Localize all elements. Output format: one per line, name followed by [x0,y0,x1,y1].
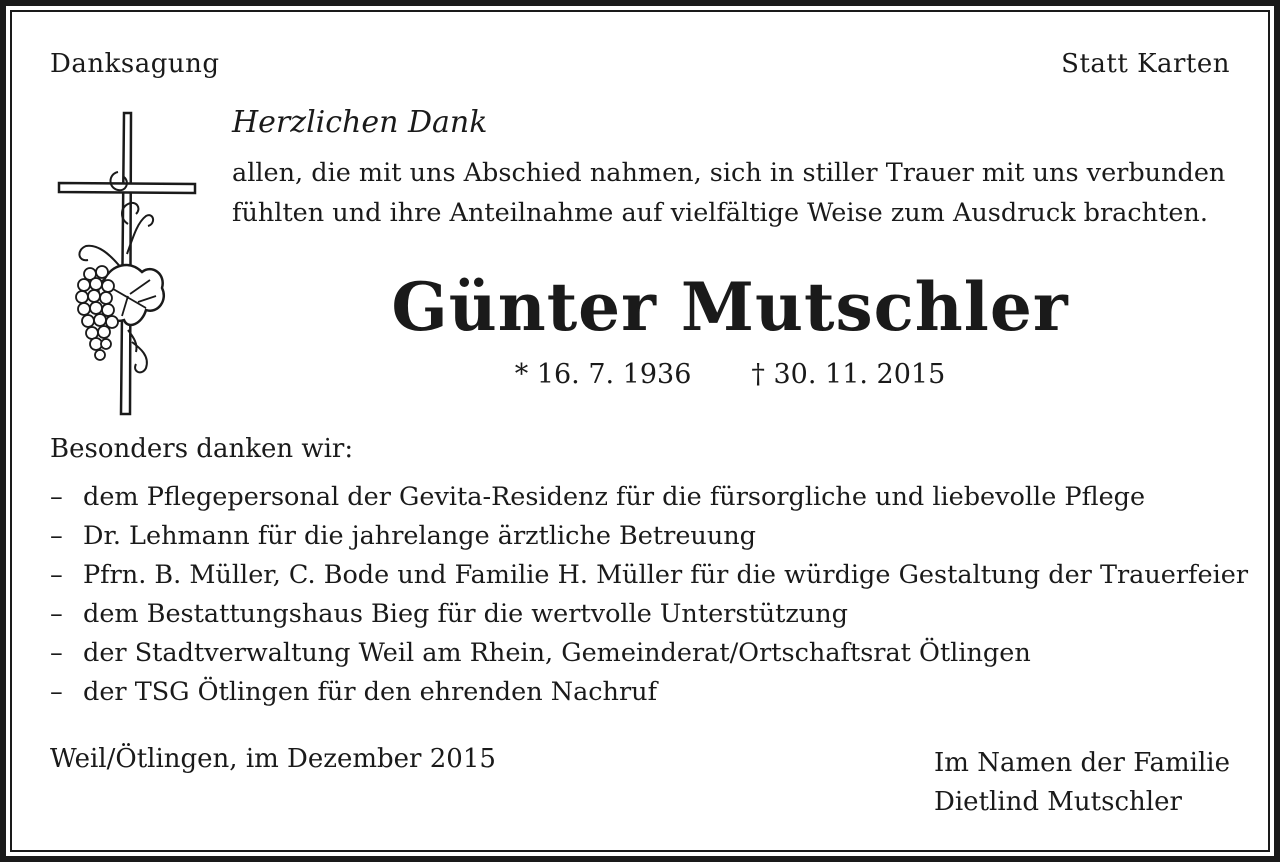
thanks-list [50,478,1248,712]
signature-line-2: Dietlind Mutschler [934,787,1182,817]
dash-bullet: – [50,677,63,707]
header-label-left: Danksagung [50,49,220,79]
list-item-text: dem Bestattungshaus Bieg für die wertvolle Unterstützung [83,599,848,629]
deceased-name: Günter Mutschler [391,268,1069,346]
list-item-text: der TSG Ötlingen für den ehrenden Nachruf [83,677,658,707]
dash-bullet: – [50,638,63,668]
greeting-heading: Herzlichen Dank [232,105,488,140]
header-label-right: Statt Karten [1061,49,1230,79]
intro-line-2: fühlten und ihre Anteilnahme auf vielfältige Weise zum Ausdruck brachten. [232,198,1208,228]
dash-bullet: – [50,599,63,629]
dash-bullet: – [50,560,63,590]
life-dates [0,359,1280,391]
intro-line-1: allen, die mit uns Abschied nahmen, sich in stiller Trauer mit uns verbunden [232,158,1226,188]
list-item [50,478,1248,517]
birth-date: * 16. 7. 1936 [514,359,692,390]
intro-text [232,153,1225,233]
family-signature [934,744,1230,822]
dash-bullet: – [50,482,63,512]
list-item-text: dem Pflegepersonal der Gevita-Residenz für die fürsorgliche und liebevolle Pflege [83,482,1146,512]
list-item-text: der Stadtverwaltung Weil am Rhein, Gemeinderat/Ortschaftsrat Ötlingen [83,638,1031,668]
list-item [50,517,1248,556]
dash-bullet: – [50,521,63,551]
list-item [50,556,1248,595]
place-and-date: Weil/Ötlingen, im Dezember 2015 [50,744,496,774]
list-item-text: Dr. Lehmann für die jahrelange ärztliche Betreuung [83,521,757,551]
death-date: † 30. 11. 2015 [751,359,946,390]
list-item [50,595,1248,634]
signature-line-1: Im Namen der Familie [934,748,1230,778]
list-item [50,634,1248,673]
list-item [50,673,1248,712]
thanks-heading: Besonders danken wir: [50,434,354,464]
list-item-text: Pfrn. B. Müller, C. Bode und Familie H. Müller für die würdige Gestaltung der Trauerfeier [83,560,1249,590]
